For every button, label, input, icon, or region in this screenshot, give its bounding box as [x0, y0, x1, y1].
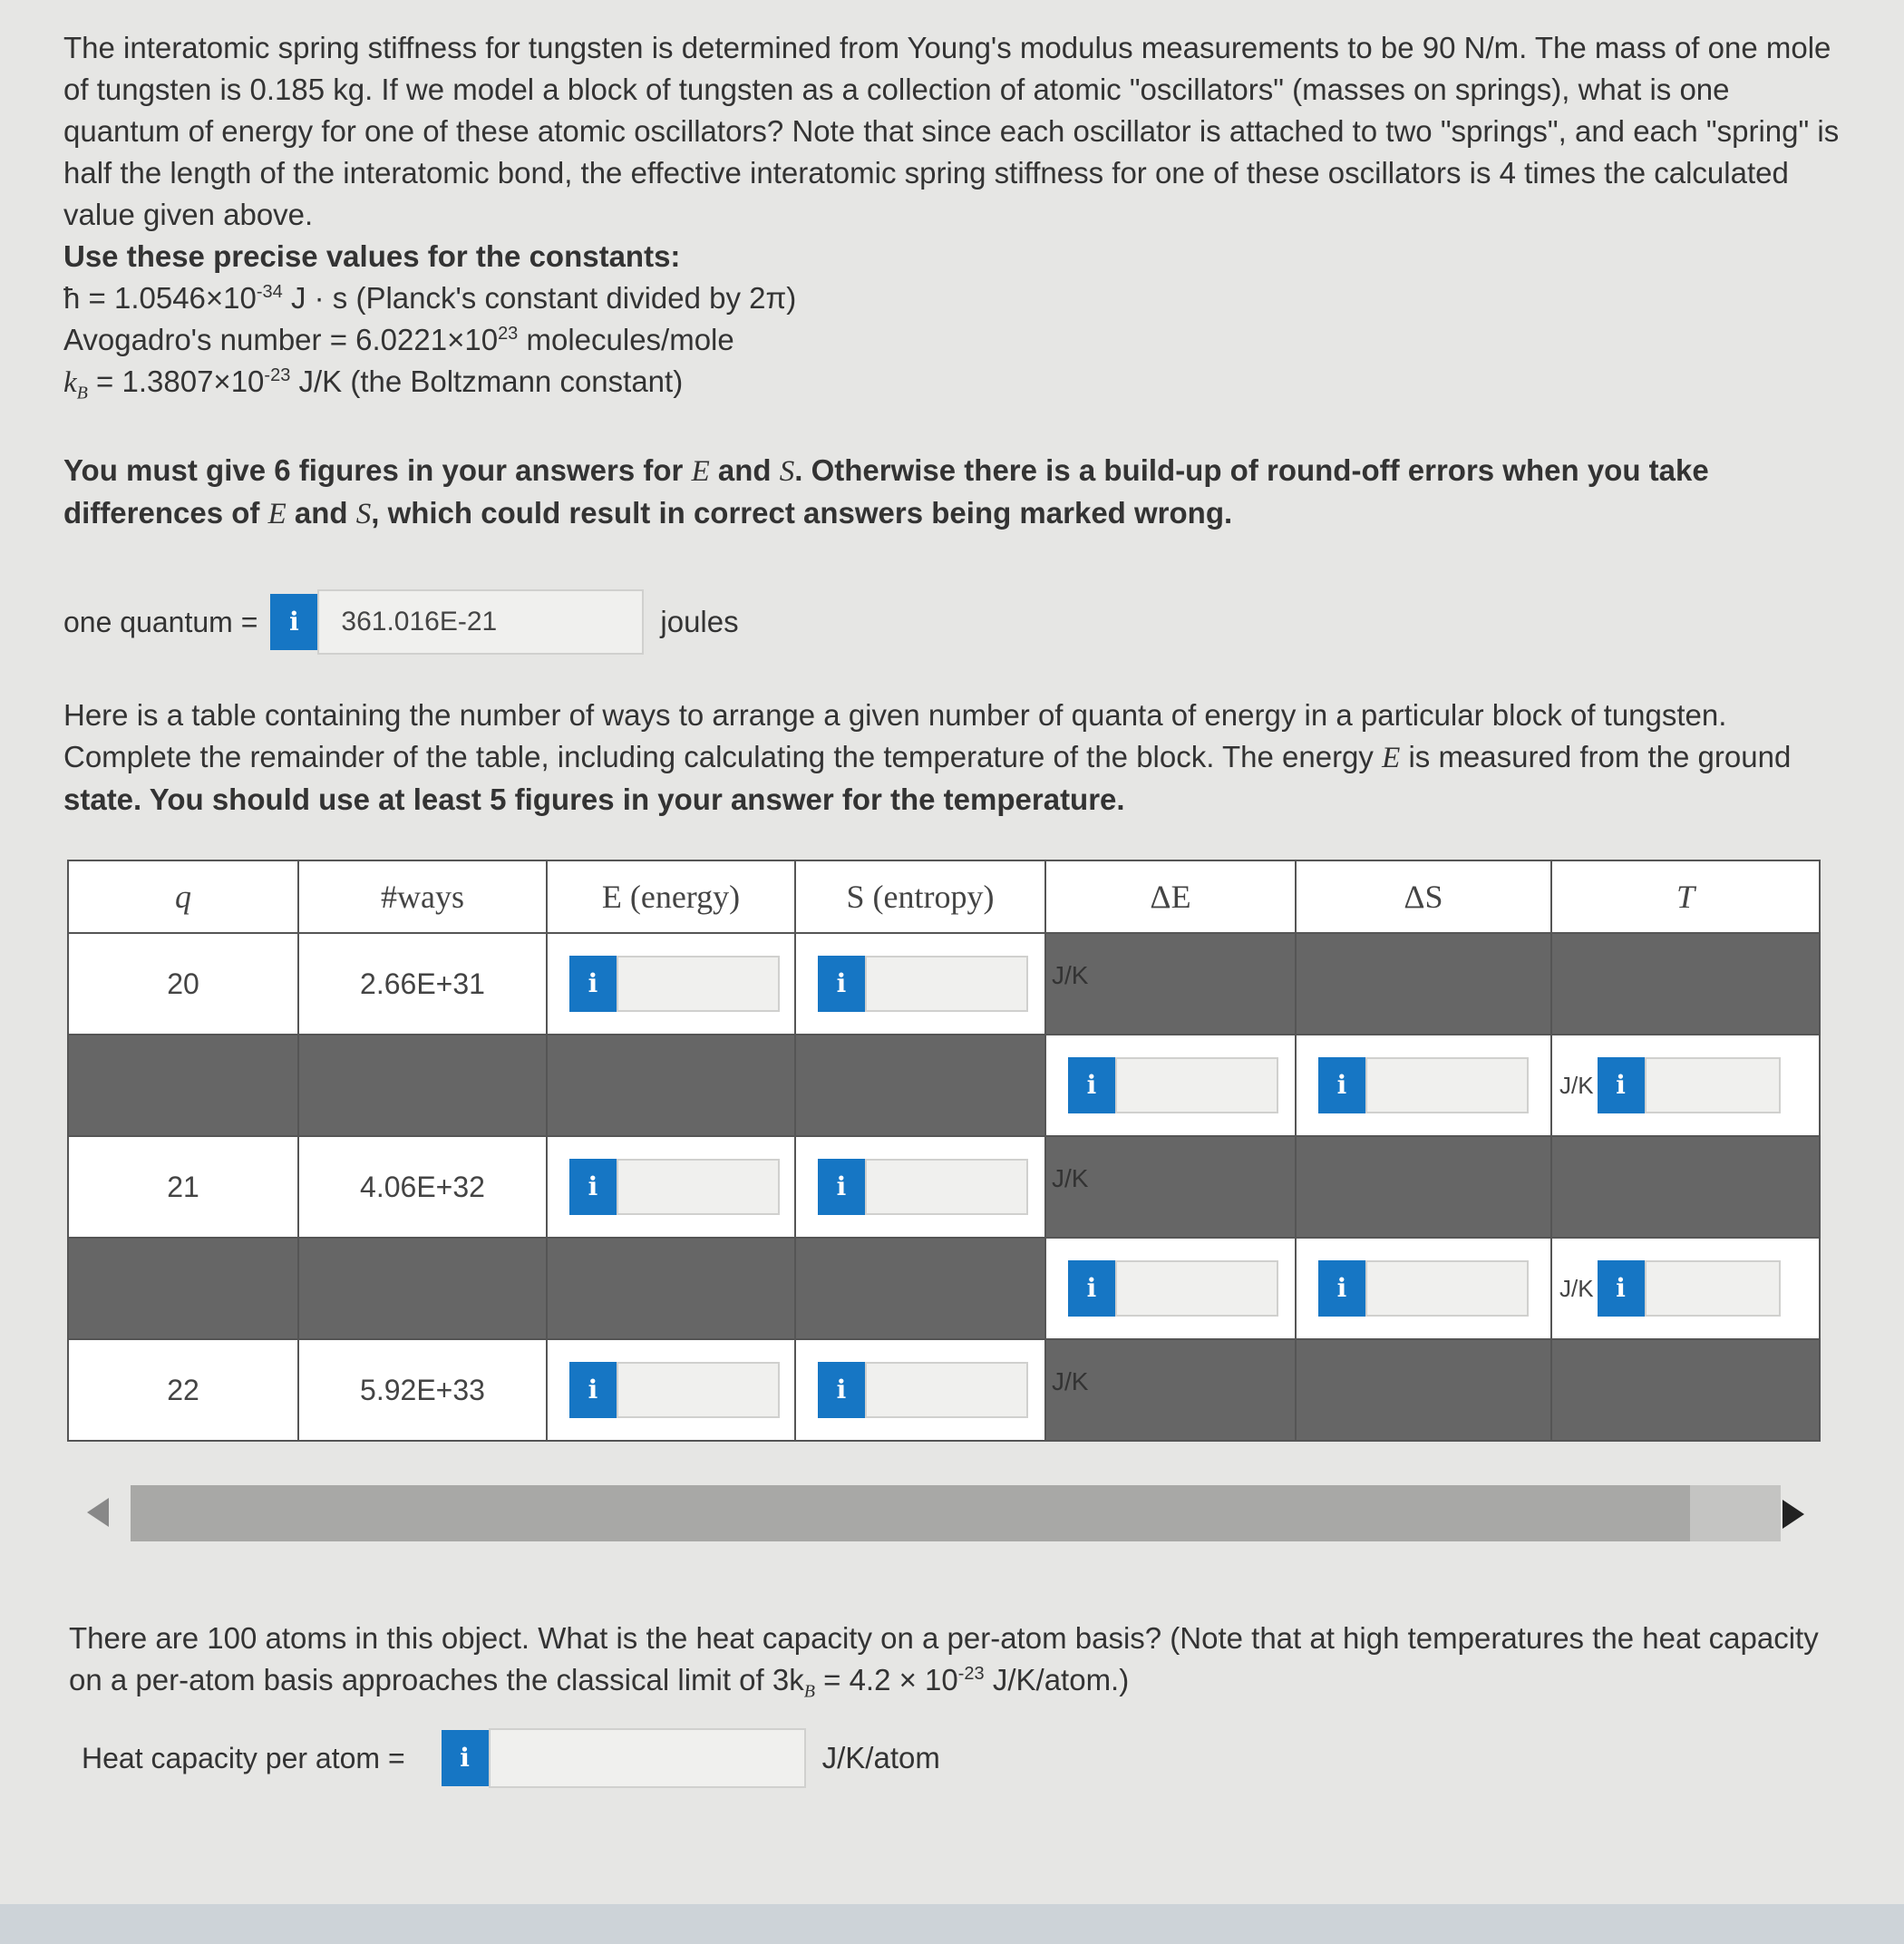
temperature-cell	[1551, 1035, 1820, 1136]
empty-dark-cell	[1551, 933, 1820, 1035]
delta-e-info-button[interactable]: i	[1068, 1057, 1115, 1113]
quanta-table	[67, 860, 1821, 1442]
energy-input[interactable]	[617, 1362, 780, 1418]
empty-dark-cell	[1045, 1339, 1296, 1441]
entropy-cell	[795, 1136, 1045, 1238]
empty-dark-cell	[298, 1238, 547, 1339]
energy-input[interactable]	[617, 956, 780, 1012]
entropy-info-button[interactable]: i	[818, 956, 865, 1012]
energy-cell	[547, 933, 795, 1035]
temperature-input[interactable]	[1645, 1260, 1781, 1317]
entropy-unit: J/K	[1052, 961, 1089, 989]
empty-dark-cell	[795, 1238, 1045, 1339]
energy-input[interactable]	[617, 1159, 780, 1215]
quantum-unit: joules	[660, 605, 739, 638]
ways-cell: 5.92E+33	[298, 1339, 547, 1441]
avogadro-constant: Avogadro's number = $6.0221\times 10^{23}$ molecules/mole	[63, 323, 734, 356]
delta-s-unit: J/K	[1559, 1071, 1594, 1099]
delta-e-input[interactable]	[1115, 1057, 1278, 1113]
empty-dark-cell	[547, 1238, 795, 1339]
table-intro: Here is a table containing the number of ways to arrange a given number of quanta of energy in a particular block of tungsten. Complete the remainder of the table, including calculating the temperature of the block. The energy E is measured from the ground state. You should use at least 5 figures in your answer for the temperature.	[63, 698, 1792, 816]
entropy-input[interactable]	[865, 1362, 1028, 1418]
delta-s-info-button[interactable]: i	[1318, 1057, 1365, 1113]
delta-e-info-button[interactable]: i	[1068, 1260, 1115, 1317]
delta-s-unit: J/K	[1559, 1274, 1594, 1302]
header-energy: E (energy)	[547, 860, 795, 933]
q-cell: 22	[68, 1339, 298, 1441]
empty-dark-cell	[68, 1035, 298, 1136]
heat-capacity-input[interactable]	[489, 1728, 806, 1788]
empty-dark-cell	[1045, 1136, 1296, 1238]
heat-capacity-row	[82, 1728, 940, 1788]
temperature-input[interactable]	[1645, 1057, 1781, 1113]
ways-cell: 2.66E+31	[298, 933, 547, 1035]
delta-s-input[interactable]	[1365, 1057, 1529, 1113]
temperature-info-button[interactable]: i	[1598, 1057, 1645, 1113]
quantum-label: one quantum =	[63, 605, 258, 638]
energy-info-button[interactable]: i	[569, 1159, 617, 1215]
empty-dark-cell	[1296, 1339, 1551, 1441]
header-delta-e: ΔE	[1045, 860, 1296, 933]
temperature-cell	[1551, 1238, 1820, 1339]
energy-info-button[interactable]: i	[569, 1362, 617, 1418]
header-ways: #ways	[298, 860, 547, 933]
scroll-thumb[interactable]	[131, 1485, 1690, 1541]
energy-info-button[interactable]: i	[569, 956, 617, 1012]
problem-statement	[63, 27, 1841, 414]
energy-cell	[547, 1339, 795, 1441]
delta-s-cell	[1296, 1035, 1551, 1136]
heat-capacity-label: Heat capacity per atom =	[82, 1741, 405, 1774]
delta-s-cell	[1296, 1238, 1551, 1339]
empty-dark-cell	[1296, 1136, 1551, 1238]
empty-dark-cell	[298, 1035, 547, 1136]
entropy-input[interactable]	[865, 1159, 1028, 1215]
delta-e-cell	[1045, 1035, 1296, 1136]
hbar-constant: ħ = $1.0546\times 10^{-34}$ J · s (Planck's constant divided by 2π)	[63, 281, 797, 315]
delta-e-cell	[1045, 1238, 1296, 1339]
empty-dark-cell	[1551, 1136, 1820, 1238]
energy-cell	[547, 1136, 795, 1238]
temperature-info-button[interactable]: i	[1598, 1260, 1645, 1317]
q-cell: 21	[68, 1136, 298, 1238]
delta-s-input[interactable]	[1365, 1260, 1529, 1317]
header-delta-s: ΔS	[1296, 860, 1551, 933]
entropy-unit: J/K	[1052, 1164, 1089, 1192]
table-header-row	[68, 860, 1820, 933]
heat-capacity-unit: J/K/atom	[821, 1741, 940, 1774]
heat-capacity-info-button[interactable]: i	[442, 1730, 489, 1786]
precision-warning: You must give 6 figures in your answers for E and S. Otherwise there is a build-up of round-off errors when you take differences of E and S, which could result in correct answers being marked wrong.	[63, 453, 1709, 530]
empty-dark-cell	[795, 1035, 1045, 1136]
entropy-info-button[interactable]: i	[818, 1362, 865, 1418]
page-bottom-band	[0, 1904, 1904, 1944]
scroll-left-arrow-icon[interactable]	[87, 1498, 109, 1527]
entropy-cell	[795, 933, 1045, 1035]
entropy-input[interactable]	[865, 956, 1028, 1012]
delta-row	[68, 1238, 1820, 1339]
quantum-input[interactable]: 361.016E-21	[317, 589, 644, 655]
constants-heading: Use these precise values for the constants:	[63, 239, 681, 273]
delta-e-input[interactable]	[1115, 1260, 1278, 1317]
delta-row	[68, 1035, 1820, 1136]
header-entropy: S (entropy)	[795, 860, 1045, 933]
delta-s-info-button[interactable]: i	[1318, 1260, 1365, 1317]
entropy-unit: J/K	[1052, 1367, 1089, 1395]
empty-dark-cell	[1045, 933, 1296, 1035]
ways-cell: 4.06E+32	[298, 1136, 547, 1238]
table-row	[68, 933, 1820, 1035]
empty-dark-cell	[68, 1238, 298, 1339]
header-q: q	[68, 860, 298, 933]
quantum-row	[63, 589, 739, 655]
empty-dark-cell	[1551, 1339, 1820, 1441]
quantum-info-button[interactable]: i	[270, 594, 317, 650]
empty-dark-cell	[1296, 933, 1551, 1035]
table-row	[68, 1136, 1820, 1238]
scroll-right-arrow-icon[interactable]	[1783, 1500, 1804, 1529]
q-cell: 20	[68, 933, 298, 1035]
table-row	[68, 1339, 1820, 1441]
entropy-info-button[interactable]: i	[818, 1159, 865, 1215]
heat-capacity-text: There are 100 atoms in this object. What is the heat capacity on a per-atom basis? (Note that at high temperatures the heat capacity on a per-atom basis approaches the classical limit of $3k_B = 4.2 \times 10^{-23}$ J/K/atom.)	[69, 1621, 1819, 1702]
boltzmann-constant: $k_B = 1.3807\times 10^{-23}$ J/K (the Boltzmann constant)	[63, 364, 684, 403]
intro-paragraph: The interatomic spring stiffness for tungsten is determined from Young's modulus measurements to be 90 N/m. The mass of one mole of tungsten is 0.185 kg. If we model a block of tungsten as a collection of atomic "oscillators" (masses on springs), what is one quantum of energy for one of these atomic oscillators? Note that since each oscillator is attached to two "springs", and each "spring" is half the length of the interatomic bond, the effective interatomic spring stiffness for one of these oscillators is 4 times the calculated value given above.	[63, 31, 1840, 231]
empty-dark-cell	[547, 1035, 795, 1136]
table-scrollbar[interactable]	[63, 1483, 1822, 1547]
header-t: T	[1551, 860, 1820, 933]
entropy-cell	[795, 1339, 1045, 1441]
